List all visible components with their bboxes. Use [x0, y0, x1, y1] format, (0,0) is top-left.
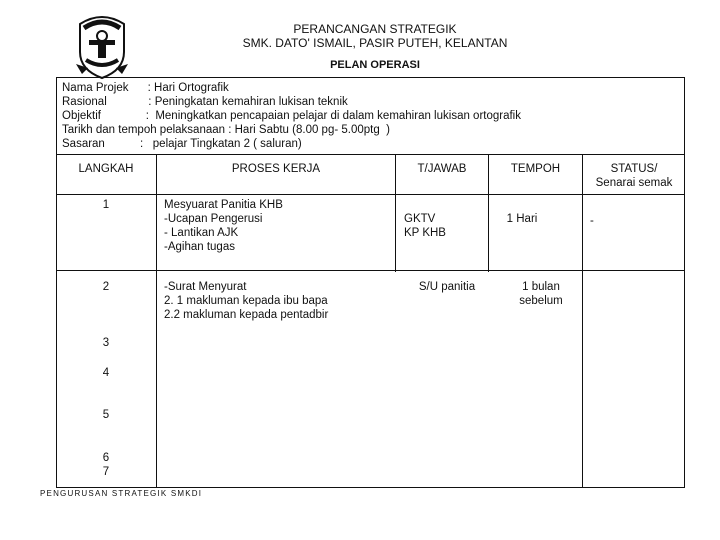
row-1-tempoh: 1 Hari	[506, 213, 538, 225]
row-4-langkah: 4	[102, 367, 110, 379]
info-tarikh: Tarikh dan tempoh pelaksanaan : Hari Sabtu (8.00 pg- 5.00ptg )	[62, 124, 390, 136]
row-2-tempoh: 1 bulan sebelum	[519, 281, 563, 307]
row-2-langkah: 2	[102, 281, 110, 293]
info-rasional: Rasional : Peningkatan kemahiran lukisan teknik	[62, 96, 348, 108]
row-7-langkah: 7	[102, 466, 110, 478]
header-title: PERANCANGAN STRATEGIK	[293, 22, 457, 36]
info-nama-projek: Nama Projek : Hari Ortografik	[62, 82, 229, 94]
col-header-status: STATUS/ Senarai semak	[595, 163, 673, 189]
col-header-tempoh: TEMPOH	[510, 163, 561, 175]
row-1-status: -	[590, 215, 594, 227]
row-1-proses: Mesyuarat Panitia KHB -Ucapan Pengerusi - Lantikan AJK -Agihan tugas	[164, 199, 283, 253]
row-2-tjawab: S/U panitia	[418, 281, 476, 293]
col-header-tjawab: T/JAWAB	[417, 163, 467, 175]
row-5-langkah: 5	[102, 409, 110, 421]
row-1-langkah: 1	[102, 199, 110, 211]
table-row-rule	[56, 270, 685, 271]
row-1-tjawab: GKTV KP KHB	[404, 213, 446, 239]
row-3-langkah: 3	[102, 337, 110, 349]
header-subtitle: PELAN OPERASI	[330, 59, 420, 71]
table-top-rule	[56, 154, 685, 155]
table-col-divider	[156, 154, 157, 488]
table-col-divider	[582, 154, 583, 488]
col-header-proses: PROSES KERJA	[231, 163, 321, 175]
footer-text: PENGURUSAN STRATEGIK SMKDI	[40, 489, 203, 498]
info-objektif: Objektif : Meningkatkan pencapaian pelajar di dalam kemahiran lukisan ortografik	[62, 110, 521, 122]
col-header-langkah: LANGKAH	[78, 163, 134, 175]
info-sasaran: Sasaran : pelajar Tingkatan 2 ( saluran)	[62, 138, 302, 150]
row-2-proses: -Surat Menyurat 2. 1 makluman kepada ibu bapa 2.2 makluman kepada pentadbir	[164, 281, 329, 321]
table-header-rule	[56, 194, 685, 195]
row-6-langkah: 6	[102, 452, 110, 464]
header-school: SMK. DATO' ISMAIL, PASIR PUTEH, KELANTAN	[242, 36, 508, 50]
school-crest-logo	[74, 14, 130, 80]
